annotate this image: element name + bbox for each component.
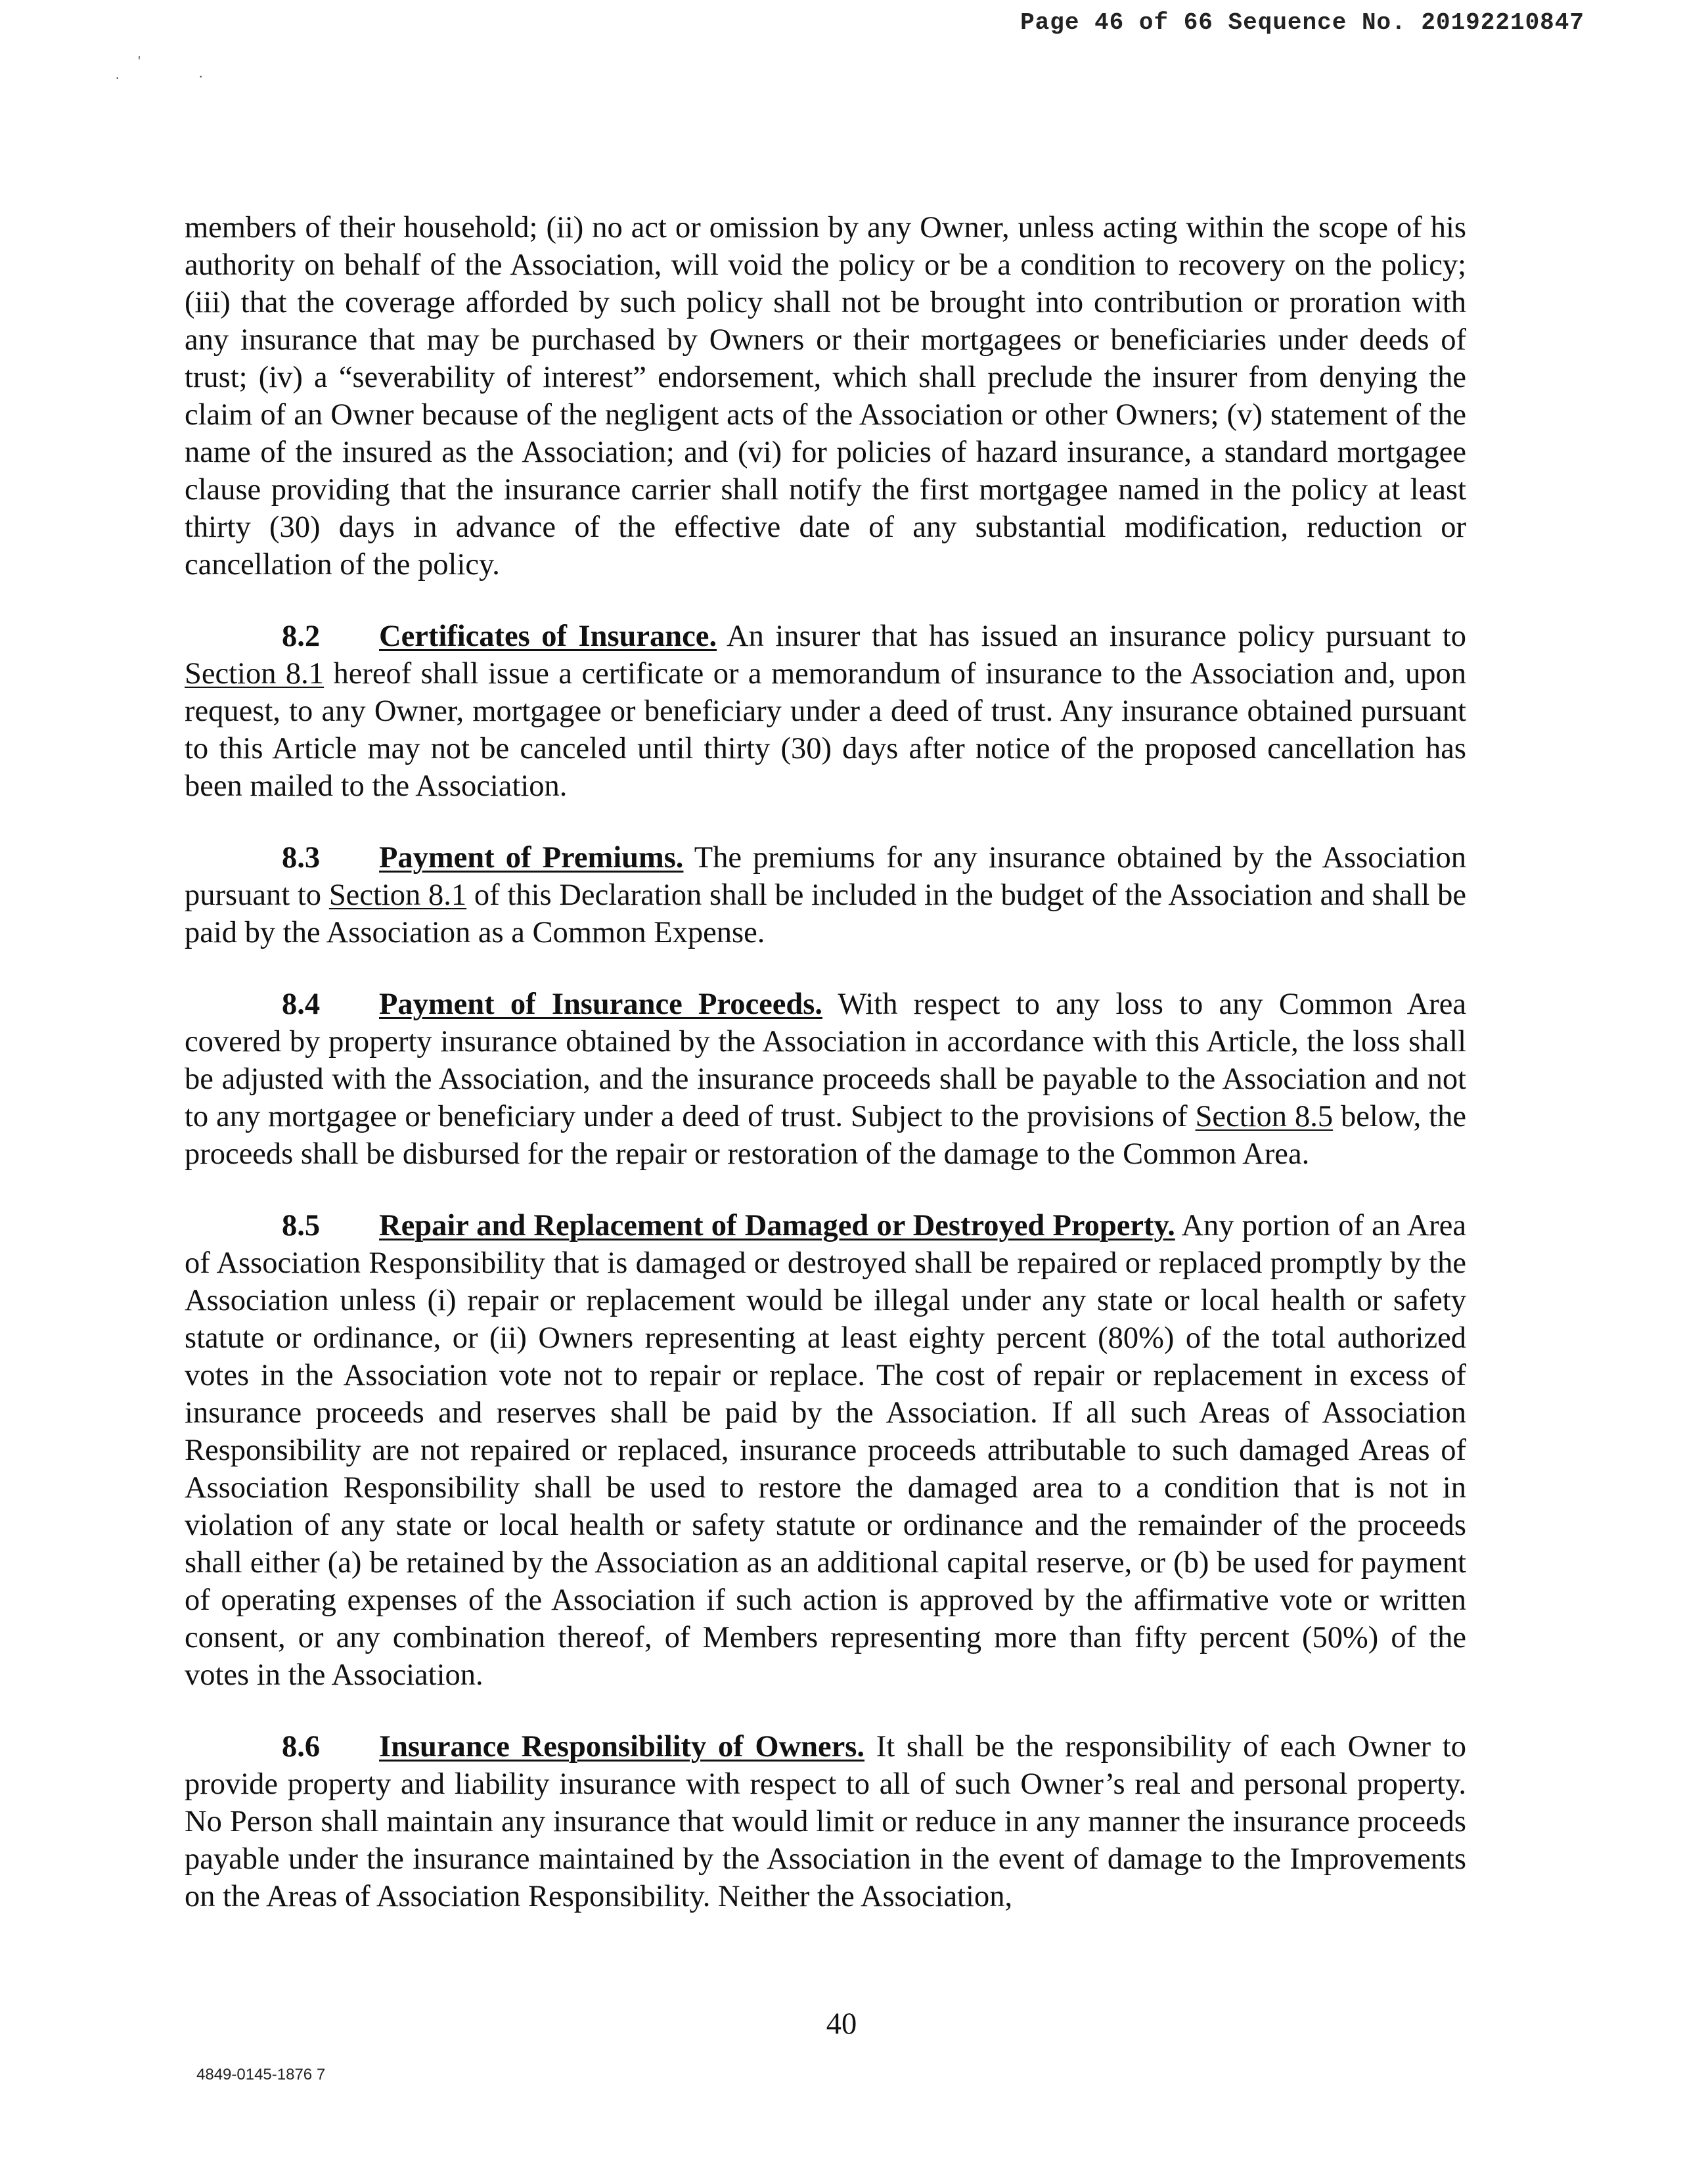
section-number: 8.6 xyxy=(282,1730,321,1763)
section-text: The premiums for any insurance obtained by the Association pursuant to xyxy=(185,841,1466,912)
page-number: 40 xyxy=(826,2007,857,2041)
section-text: hereof shall issue a certificate or a memorandum of insurance to the Association and, upon request, to any Owner, mortgagee or beneficiary under a deed of trust. Any insurance obtained pursuant to this Article may not be canceled until thirty (30) days after notice of the proposed cancellation has been mailed to the Association. xyxy=(185,657,1466,803)
section-title: Payment of Insurance Proceeds. xyxy=(379,988,822,1021)
section-reference-link[interactable]: Section 8.1 xyxy=(185,657,325,691)
section-title: Insurance Responsibility of Owners. xyxy=(379,1730,865,1763)
section-number: 8.4 xyxy=(282,988,321,1021)
section-text: of this Declaration shall be included in the budget of the Association and shall be paid by the Association as a Common Expense. xyxy=(185,878,1466,949)
section-8-5 xyxy=(185,1207,1466,1694)
section-8-2 xyxy=(185,618,1466,805)
section-text: With respect to any loss to any Common Area covered by property insurance obtained by the Association in accordance with this Article, the loss shall be adjusted with the Association, and the insurance proceeds shall be payable to the Association and not to any mortgagee or beneficiary under a deed of trust. Subject to the provisions of xyxy=(185,988,1466,1133)
section-text: An insurer that has issued an insurance policy pursuant to xyxy=(717,620,1466,653)
document-body xyxy=(185,209,1466,1949)
section-title: Certificates of Insurance. xyxy=(379,620,717,653)
section-8-4 xyxy=(185,986,1466,1173)
section-number: 8.3 xyxy=(282,841,321,875)
section-text: It shall be the responsibility of each Owner to provide property and liability insurance with respect to all of such Owner’s real and personal property. No Person shall maintain any insurance that would limit or reduce in any manner the insurance proceeds payable under the insurance maintained by the Association in the event of damage to the Improvements on the Areas of Association Responsibility. Neither the Association, xyxy=(185,1730,1466,1913)
section-text: Any portion of an Area of Association Responsibility that is damaged or destroyed shall be repaired or replaced promptly by the Association unless (i) repair or replacement would be illegal under any state or local health or safety statute or ordinance, or (ii) Owners representing at least eighty percent (80%) of the total authorized votes in the Association vote not to repair or replace. The cost of repair or replacement in excess of insurance proceeds and reserves shall be paid by the Association. If all such Areas of Association Responsibility are not repaired or replaced, insurance proceeds attributable to such damaged Areas of Association Responsibility shall be used to restore the damaged area to a condition that is not in violation of any state or local health or safety statute or ordinance and the remainder of the proceeds shall either (a) be retained by the Association as an additional capital reserve, or (b) be used for payment of operating expenses of the Association if such action is approved by the affirmative vote or written consent, or any combination thereof, of Members representing more than fifty percent (50%) of the votes in the Association. xyxy=(185,1209,1466,1692)
section-number: 8.2 xyxy=(282,620,321,653)
document-id: 4849-0145-1876 7 xyxy=(196,2066,326,2083)
page-sequence-header: Page 46 of 66 Sequence No. 20192210847 xyxy=(1020,9,1584,36)
section-title: Repair and Replacement of Damaged or Destroyed Property. xyxy=(379,1209,1175,1242)
section-number: 8.5 xyxy=(282,1209,321,1242)
section-8-3 xyxy=(185,839,1466,951)
intro-paragraph: members of their household; (ii) no act or omission by any Owner, unless acting within the scope of his authority on behalf of the Association, will void the policy or be a condition to recovery on the policy; (iii) that the coverage afforded by such policy shall not be brought into contribution or proration with any insurance that may be purchased by Owners or their mortgagees or beneficiaries under deeds of trust; (iv) a “severability of interest” endorsement, which shall preclude the insurer from denying the claim of an Owner because of the negligent acts of the Association or other Owners; (v) statement of the name of the insured as the Association; and (vi) for policies of hazard insurance, a standard mortgagee clause providing that the insurance carrier shall notify the first mortgagee named in the policy at least thirty (30) days in advance of the effective date of any substantial modification, reduction or cancellation of the policy. xyxy=(185,211,1466,581)
section-title: Payment of Premiums. xyxy=(379,841,684,875)
section-text: below, the proceeds shall be disbursed for the repair or restoration of the damage to the Common Area. xyxy=(185,1100,1466,1171)
section-reference-link[interactable]: Section 8.5 xyxy=(1195,1100,1334,1133)
section-reference-link[interactable]: Section 8.1 xyxy=(328,878,467,912)
section-8-6 xyxy=(185,1728,1466,1915)
